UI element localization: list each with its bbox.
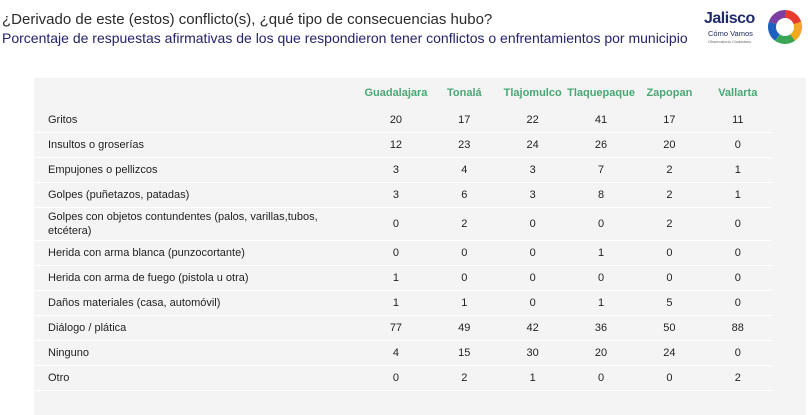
header [0, 0, 808, 58]
table-cell: 2 [635, 183, 703, 208]
table-cell: 77 [362, 316, 430, 341]
table-cell: 0 [567, 208, 635, 241]
page-subtitle: Porcentaje de respuestas afirmativas de los que respondieron tener conflictos o enfrentamientos por municipio [2, 30, 688, 46]
table-cell: 2 [635, 158, 703, 183]
column-header-guadalajara: Guadalajara [364, 87, 428, 99]
table-cell: 1 [498, 366, 566, 391]
table-cell: 7 [567, 158, 635, 183]
column-header-tlajomulco: Tlajomulco [503, 87, 562, 99]
table-cell: 30 [498, 341, 566, 366]
row-label: Empujones o pellizcos [34, 158, 362, 183]
table-cell: 88 [704, 316, 772, 341]
table-row [34, 366, 772, 391]
results-panel [34, 78, 806, 415]
table-cell: 17 [430, 108, 498, 133]
table-cell: 4 [362, 341, 430, 366]
table-cell: 36 [567, 316, 635, 341]
jalisco-logo [704, 6, 804, 52]
table-header-row [34, 78, 772, 108]
table-cell: 0 [498, 291, 566, 316]
table-cell: 0 [704, 241, 772, 266]
row-label: Gritos [34, 108, 362, 133]
column-header-tonala: Tonalá [446, 87, 482, 99]
table-cell: 3 [362, 158, 430, 183]
table-cell: 0 [635, 266, 703, 291]
table-cell: 41 [567, 108, 635, 133]
table-cell: 6 [430, 183, 498, 208]
table-row [34, 208, 772, 241]
table-cell: 0 [362, 241, 430, 266]
row-label: Ninguno [34, 341, 362, 366]
table-cell: 1 [567, 291, 635, 316]
table-cell: 15 [430, 341, 498, 366]
row-label: Insultos o groserías [34, 133, 362, 158]
table-row [34, 266, 772, 291]
table-cell: 24 [498, 133, 566, 158]
column-header-zapopan: Zapopan [646, 87, 693, 99]
table-cell: 0 [567, 266, 635, 291]
logo-subline: Observatorio Ciudadano [708, 39, 752, 44]
table-cell: 20 [362, 108, 430, 133]
results-table [34, 78, 772, 391]
table-cell: 0 [635, 241, 703, 266]
table-row [34, 291, 772, 316]
table-row [34, 108, 772, 133]
row-label: Daños materiales (casa, automóvil) [34, 291, 362, 316]
table-cell: 22 [498, 108, 566, 133]
table-cell: 0 [704, 266, 772, 291]
table-cell: 1 [362, 291, 430, 316]
table-cell: 0 [362, 366, 430, 391]
table-cell: 1 [567, 241, 635, 266]
logo-ring-icon [767, 9, 803, 45]
row-label: Diálogo / plática [34, 316, 362, 341]
table-cell: 0 [704, 133, 772, 158]
row-label: Golpes con objetos contundentes (palos, varillas,tubos, etcétera) [34, 208, 362, 241]
table-cell: 0 [430, 266, 498, 291]
table-cell: 1 [704, 158, 772, 183]
page-title: ¿Derivado de este (estos) conflicto(s), ¿qué tipo de consecuencias hubo? [2, 11, 493, 28]
table-row [34, 133, 772, 158]
table-cell: 0 [635, 366, 703, 391]
table-cell: 2 [430, 366, 498, 391]
table-cell: 1 [430, 291, 498, 316]
logo-name: Jalisco [704, 10, 755, 27]
table-cell: 3 [498, 183, 566, 208]
table-cell: 12 [362, 133, 430, 158]
table-cell: 49 [430, 316, 498, 341]
row-label: Herida con arma blanca (punzocortante) [34, 241, 362, 266]
table-cell: 17 [635, 108, 703, 133]
table-cell: 0 [704, 208, 772, 241]
table-cell: 20 [635, 133, 703, 158]
table-cell: 20 [567, 341, 635, 366]
table-row [34, 158, 772, 183]
table-cell: 2 [704, 366, 772, 391]
table-row [34, 241, 772, 266]
table-cell: 3 [362, 183, 430, 208]
row-label: Golpes (puñetazos, patadas) [34, 183, 362, 208]
table-cell: 0 [498, 266, 566, 291]
table-cell: 0 [704, 291, 772, 316]
column-header-vallarta: Vallarta [718, 87, 758, 99]
table-body [34, 108, 772, 391]
table-cell: 0 [498, 208, 566, 241]
table-cell: 8 [567, 183, 635, 208]
table-row [34, 183, 772, 208]
table-cell: 42 [498, 316, 566, 341]
table-cell: 1 [704, 183, 772, 208]
table-cell: 50 [635, 316, 703, 341]
table-cell: 5 [635, 291, 703, 316]
table-cell: 24 [635, 341, 703, 366]
column-header-blank [34, 78, 362, 108]
table-cell: 23 [430, 133, 498, 158]
row-label: Herida con arma de fuego (pistola u otra) [34, 266, 362, 291]
table-cell: 0 [498, 241, 566, 266]
column-header-tlaquepaque: Tlaquepaque [567, 87, 635, 99]
table-cell: 0 [362, 208, 430, 241]
table-row [34, 316, 772, 341]
table-row [34, 341, 772, 366]
table-cell: 0 [567, 366, 635, 391]
table-cell: 1 [362, 266, 430, 291]
table-cell: 0 [430, 241, 498, 266]
table-cell: 26 [567, 133, 635, 158]
table-cell: 3 [498, 158, 566, 183]
table-cell: 2 [430, 208, 498, 241]
table-cell: 4 [430, 158, 498, 183]
logo-tagline: Cómo Vamos [708, 29, 753, 38]
row-label: Otro [34, 366, 362, 391]
table-cell: 0 [704, 341, 772, 366]
table-cell: 2 [635, 208, 703, 241]
table-cell: 11 [704, 108, 772, 133]
